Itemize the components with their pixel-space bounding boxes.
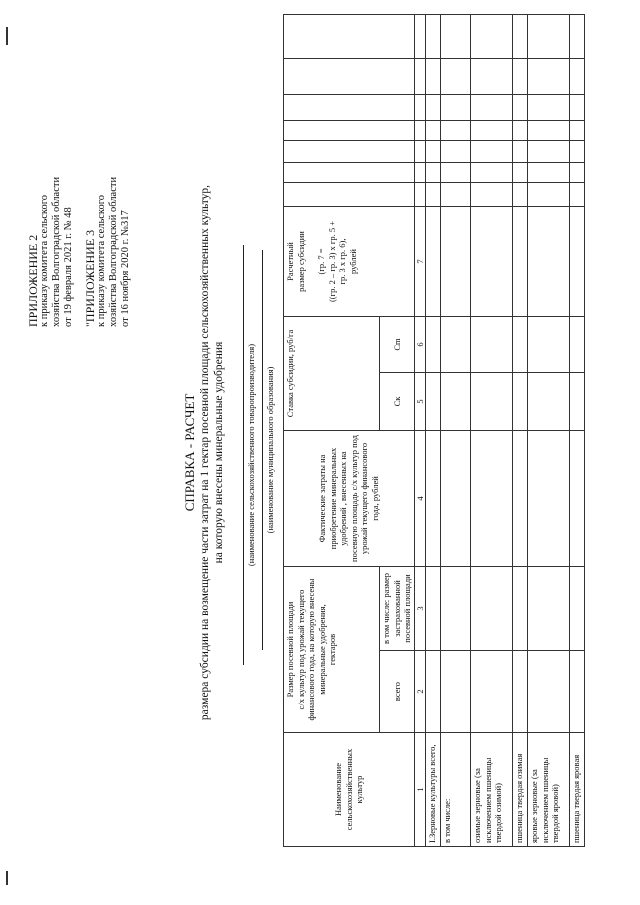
header-calc-line3: (гр. 7 = (316, 248, 326, 275)
row-label: озимые зерновые (за исключением пшеницы твердой озимой) (471, 733, 513, 847)
producer-caption: (наименование сельскохозяйственного товаропроизводителя) (246, 343, 256, 567)
column-number-1: 1 (414, 733, 426, 847)
table-cell (414, 58, 426, 94)
table-cell (528, 316, 570, 372)
row-label: пшеница твердая яровая (570, 733, 585, 847)
header-area-line4: минеральные удобрения, (316, 604, 327, 695)
municipality-line (262, 250, 263, 650)
header-blank-7 (284, 14, 415, 58)
table-cell (513, 94, 528, 120)
column-number-4: 4 (414, 430, 426, 566)
table-cell (528, 651, 570, 733)
header-blank-5 (284, 94, 415, 120)
table-cell (528, 206, 570, 316)
table-cell (528, 182, 570, 206)
table-cell (441, 206, 471, 316)
table-cell (513, 316, 528, 372)
table-cell (471, 206, 513, 316)
row-label: яровые зерновые (за исключением пшеницы твердой яровой) (528, 733, 570, 847)
table-cell (471, 651, 513, 733)
header-rate-ck: Ск (380, 372, 415, 430)
header-calc-line1: Расчетный (285, 242, 295, 281)
producer-line (243, 245, 244, 665)
table-cell (570, 14, 585, 58)
table-cell (570, 566, 585, 650)
table-cell (570, 651, 585, 733)
table-cell (513, 651, 528, 733)
appendix-2-block (27, 177, 75, 327)
header-calc-line5: гр. 3 х гр. 6), (337, 238, 347, 285)
appendix-3-line2: хозяйства Волгоградской области (108, 176, 119, 327)
table-cell (513, 372, 528, 430)
header-area (284, 566, 380, 732)
column-number-3: 3 (414, 566, 426, 650)
header-calc (284, 206, 415, 316)
table-cell (426, 140, 441, 162)
table-cell (528, 14, 570, 58)
table-cell (426, 14, 441, 58)
appendix-2-line2: хозяйства Волгоградской области (51, 176, 62, 327)
table-cell (441, 182, 471, 206)
column-number-6: 6 (414, 316, 426, 372)
table-cell (426, 58, 441, 94)
header-area-line3: финансового года, на которую внесены (306, 578, 316, 721)
table-cell (471, 120, 513, 140)
table-cell (528, 94, 570, 120)
document-title: СПРАВКА - РАСЧЕТ (182, 393, 197, 512)
appendix-2-line1: к приказу комитета сельского (39, 194, 50, 327)
table-cell (441, 94, 471, 120)
table-cell (471, 430, 513, 566)
table-cell (414, 94, 426, 120)
appendix-3-line1: к приказу комитета сельского (96, 194, 107, 327)
table-cell (471, 316, 513, 372)
table-cell (471, 58, 513, 94)
scan-mark (6, 27, 8, 45)
table-cell (570, 182, 585, 206)
table-row (528, 14, 570, 846)
table-cell (414, 162, 426, 182)
header-calc-line4: ((гр. 2 – гр. 3) х гр. 5 + (326, 220, 337, 303)
table-cell (471, 14, 513, 58)
table-cell (570, 162, 585, 182)
appendix-3-title: "ПРИЛОЖЕНИЕ 3 (83, 229, 97, 327)
header-blank-2 (284, 162, 415, 182)
table-cell (570, 58, 585, 94)
table-cell (441, 316, 471, 372)
header-area-total: всего (380, 651, 415, 733)
table-cell (513, 120, 528, 140)
table-cell (513, 140, 528, 162)
table-cell (513, 566, 528, 650)
table-cell (513, 14, 528, 58)
table-cell (441, 566, 471, 650)
header-blank-3 (284, 140, 415, 162)
table-row (471, 14, 513, 846)
table-cell (471, 162, 513, 182)
table-cell (441, 14, 471, 58)
row-label: пшеница твердая озимая (513, 733, 528, 847)
table-cell (426, 94, 441, 120)
table-row (513, 14, 528, 846)
table-cell (570, 430, 585, 566)
header-blank-6 (284, 58, 415, 94)
table-cell (528, 120, 570, 140)
appendix-2-line3: от 19 февраля 2021 г. № 48 (63, 207, 74, 327)
table-cell (471, 372, 513, 430)
table-cell (570, 120, 585, 140)
header-crop-name: Наименование сельскохозяйственных культур (284, 733, 415, 847)
table-cell (570, 140, 585, 162)
table-cell (528, 430, 570, 566)
table-cell (528, 372, 570, 430)
table-cell (513, 162, 528, 182)
column-number-2: 2 (414, 651, 426, 733)
table-cell (528, 566, 570, 650)
table-cell (441, 162, 471, 182)
municipality-caption: (наименование муниципального образования) (265, 366, 275, 534)
table-cell (426, 372, 441, 430)
header-blank-4 (284, 120, 415, 140)
header-area-line2: с/х культур под урожай текущего (295, 589, 306, 710)
table-cell (471, 566, 513, 650)
appendix-3-line3: от 16 ноября 2020 г. №317 (120, 210, 131, 327)
table-cell (471, 140, 513, 162)
table-cell (441, 58, 471, 94)
appendix-3-block (84, 177, 132, 327)
table-cell (570, 372, 585, 430)
table-cell (414, 140, 426, 162)
subsidy-table (283, 14, 585, 847)
header-area-line1: Размер посевной площади (285, 601, 295, 698)
table-cell (426, 651, 441, 733)
appendix-2-title: ПРИЛОЖЕНИЕ 2 (26, 234, 40, 327)
header-calc-line6: рублей (347, 249, 358, 274)
table-row (441, 14, 471, 846)
header-costs: Фактические затраты на приобретение минеральных удобрений , внесенных на посевную площадь с/х культур под урожай текущего финансового года, рублей (284, 430, 415, 566)
table-cell (528, 162, 570, 182)
table-cell (414, 14, 426, 58)
table-cell (414, 120, 426, 140)
table-row (570, 14, 585, 846)
table-cell (426, 182, 441, 206)
table-cell (441, 140, 471, 162)
table-cell (528, 140, 570, 162)
table-cell (471, 94, 513, 120)
row-label: I.Зерновые культуры всего, (426, 733, 441, 847)
document-subtitle-line2: на которую внесены минеральные удобрения (213, 341, 225, 564)
document-subtitle-line1: размера субсидии на возмещение части затрат на 1 гектар посевной площади сельскохозяйственных культур, (199, 184, 211, 721)
table-cell (570, 316, 585, 372)
header-blank-1 (284, 182, 415, 206)
table-cell (426, 206, 441, 316)
header-rate: Ставка субсидии, руб/га (284, 316, 380, 430)
table-cell (513, 430, 528, 566)
table-cell (426, 316, 441, 372)
table-cell (426, 430, 441, 566)
header-calc-line2: размер субсидии (295, 231, 306, 292)
table-cell (570, 206, 585, 316)
table-cell (441, 430, 471, 566)
table-cell (414, 182, 426, 206)
scan-mark (6, 871, 8, 885)
column-number-5: 5 (414, 372, 426, 430)
header-rate-cm: Сm (380, 316, 415, 372)
table-cell (441, 120, 471, 140)
table-cell (426, 566, 441, 650)
table-cell (513, 58, 528, 94)
column-number-7: 7 (414, 206, 426, 316)
table-cell (441, 651, 471, 733)
table-cell (570, 94, 585, 120)
header-area-line5: гектаров (327, 633, 337, 666)
table-row (426, 14, 441, 846)
table-cell (426, 120, 441, 140)
table-cell (471, 182, 513, 206)
row-label: в том числе: (441, 733, 471, 847)
table-cell (528, 58, 570, 94)
header-area-insured: в том числе: размер застрахованной посевной площади (380, 566, 415, 650)
table-cell (513, 206, 528, 316)
table-cell (426, 162, 441, 182)
table-cell (441, 372, 471, 430)
table-cell (513, 182, 528, 206)
